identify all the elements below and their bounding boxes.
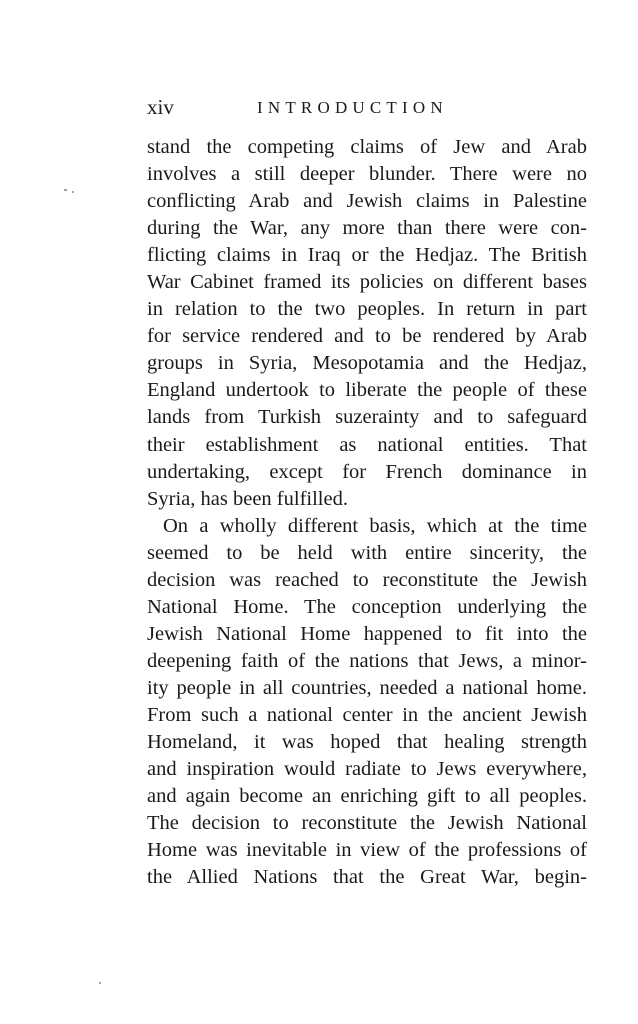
page-number: xiv — [147, 95, 174, 119]
text-line: groups in Syria, Mesopotamia and the Hedjaz, — [147, 352, 587, 375]
text-line: flicting claims in Iraq or the Hedjaz. The British — [147, 244, 587, 267]
running-title: INTRODUCTION — [257, 98, 448, 117]
paper-speck — [99, 982, 101, 984]
text-line: stand the competing claims of Jew and Arab — [147, 136, 587, 158]
text-line: during the War, any more than there were con- — [147, 217, 587, 240]
text-line: ity people in all countries, needed a national home. — [147, 676, 587, 699]
text-line: War Cabinet framed its policies on different bases — [147, 271, 587, 294]
text-line: conflicting Arab and Jewish claims in Palestine — [147, 190, 587, 213]
text-line: National Home. The conception underlying the — [147, 595, 587, 618]
text-line: England undertook to liberate the people of these — [147, 379, 587, 402]
text-line: involves a still deeper blunder. There were no — [147, 163, 587, 186]
text-line: lands from Turkish suzerainty and to safeguard — [147, 406, 587, 429]
text-line: The decision to reconstitute the Jewish National — [147, 812, 587, 835]
text-line: in relation to the two peoples. In return in part — [147, 298, 587, 321]
text-line: and inspiration would radiate to Jews everywhere, — [147, 758, 587, 781]
text-line: On a wholly different basis, which at the time — [163, 514, 587, 537]
paper-speck — [72, 191, 74, 193]
text-line: Jewish National Home happened to fit into the — [147, 622, 587, 645]
text-line: seemed to be held with entire sincerity, the — [147, 541, 587, 564]
running-head — [147, 95, 587, 121]
text-line: From such a national center in the ancient Jewish — [147, 703, 587, 726]
text-line: Home was inevitable in view of the professions of — [147, 839, 587, 862]
text-line: Syria, has been fulfilled. — [147, 487, 348, 510]
paper-speck — [64, 189, 67, 191]
text-line: for service rendered and to be rendered by Arab — [147, 325, 587, 348]
text-line: and again become an enriching gift to all peoples. — [147, 785, 587, 808]
body-text — [147, 134, 587, 891]
text-line: their establishment as national entities. That — [147, 433, 587, 456]
text-line: deepening faith of the nations that Jews, a minor- — [147, 649, 587, 672]
text-line: the Allied Nations that the Great War, begin- — [147, 866, 587, 889]
text-line: decision was reached to reconstitute the Jewish — [147, 568, 587, 591]
text-line: Homeland, it was hoped that healing strength — [147, 731, 587, 754]
text-line: undertaking, except for French dominance in — [147, 460, 587, 483]
